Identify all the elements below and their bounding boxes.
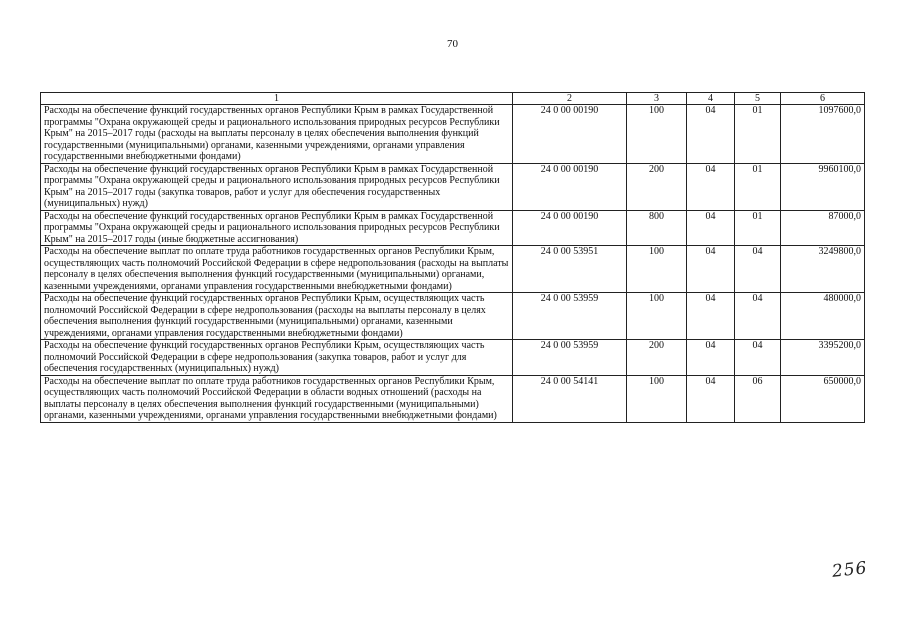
row-code: 24 0 00 53959 [513, 340, 627, 376]
row-expense-type: 200 [627, 163, 687, 210]
table-row [41, 210, 865, 246]
row-code: 24 0 00 53951 [513, 246, 627, 293]
page-number: 70 [447, 38, 458, 50]
row-section: 04 [687, 340, 735, 376]
row-amount: 9960100,0 [781, 163, 865, 210]
row-section: 04 [687, 246, 735, 293]
row-expense-type: 100 [627, 375, 687, 422]
row-code: 24 0 00 00190 [513, 163, 627, 210]
column-header-5: 5 [735, 93, 781, 105]
row-amount: 480000,0 [781, 293, 865, 340]
column-header-2: 2 [513, 93, 627, 105]
row-code: 24 0 00 54141 [513, 375, 627, 422]
row-description: Расходы на обеспечение функций государственных органов Республики Крым, осуществляющих часть полномочий Российской Федерации в сфере недропользования (закупка товаров, работ и услуг для обеспечения государственных (муниципальных) нужд) [41, 340, 513, 376]
row-description: Расходы на обеспечение выплат по оплате труда работников государственных органов Республики Крым, осуществляющих часть полномочий Российской Федерации в сфере недропользования (расходы на выплаты персоналу в целях обеспечения выполнения функций государственными (муниципальными) органами, казенными учреждениями, органами управления государственными внебюджетными фондами) [41, 246, 513, 293]
row-section: 04 [687, 293, 735, 340]
column-header-6: 6 [781, 93, 865, 105]
row-amount: 3395200,0 [781, 340, 865, 376]
row-subsection: 06 [735, 375, 781, 422]
budget-table [40, 92, 865, 423]
table-row [41, 293, 865, 340]
row-amount: 650000,0 [781, 375, 865, 422]
table-row [41, 375, 865, 422]
row-amount: 87000,0 [781, 210, 865, 246]
row-amount: 3249800,0 [781, 246, 865, 293]
row-description: Расходы на обеспечение функций государственных органов Республики Крым в рамках Государственной программы "Охрана окружающей среды и рационального использования природных ресурсов Республики Крым" на 2015–2017 годы (закупка товаров, работ и услуг для обеспечения государственных (муниципальных) нужд) [41, 163, 513, 210]
row-description: Расходы на обеспечение выплат по оплате труда работников государственных органов Республики Крым, осуществляющих часть полномочий Российской Федерации в области водных отношений (расходы на выплаты персоналу в целях обеспечения выполнения функций государственными (муниципальными) органами, казенными учреждениями, органами управления государственными внебюджетными фондами) [41, 375, 513, 422]
column-header-3: 3 [627, 93, 687, 105]
row-code: 24 0 00 00190 [513, 105, 627, 164]
row-section: 04 [687, 210, 735, 246]
table-row [41, 340, 865, 376]
row-expense-type: 100 [627, 105, 687, 164]
table-row [41, 105, 865, 164]
row-subsection: 01 [735, 105, 781, 164]
row-subsection: 04 [735, 293, 781, 340]
row-description: Расходы на обеспечение функций государственных органов Республики Крым в рамках Государственной программы "Охрана окружающей среды и рационального использования природных ресурсов Республики Крым" на 2015–2017 годы (расходы на выплаты персоналу в целях обеспечения выполнения функций государственными (муниципальными) органами, казенными учреждениями, органами управления государственными внебюджетными фондами) [41, 105, 513, 164]
row-code: 24 0 00 53959 [513, 293, 627, 340]
row-amount: 1097600,0 [781, 105, 865, 164]
row-expense-type: 100 [627, 246, 687, 293]
row-description: Расходы на обеспечение функций государственных органов Республики Крым, осуществляющих часть полномочий Российской Федерации в сфере недропользования (расходы на выплаты персоналу в целях обеспечения выполнения функций государственными (муниципальными) органами, казенными учреждениями, органами управления государственными внебюджетными фондами) [41, 293, 513, 340]
column-header-4: 4 [687, 93, 735, 105]
row-subsection: 01 [735, 163, 781, 210]
row-expense-type: 800 [627, 210, 687, 246]
row-section: 04 [687, 163, 735, 210]
row-description: Расходы на обеспечение функций государственных органов Республики Крым в рамках Государственной программы "Охрана окружающей среды и рационального использования природных ресурсов Республики Крым" на 2015–2017 годы (иные бюджетные ассигнования) [41, 210, 513, 246]
row-subsection: 04 [735, 340, 781, 376]
row-expense-type: 200 [627, 340, 687, 376]
row-expense-type: 100 [627, 293, 687, 340]
column-header-1: 1 [41, 93, 513, 105]
table-row [41, 246, 865, 293]
row-subsection: 01 [735, 210, 781, 246]
row-section: 04 [687, 375, 735, 422]
row-code: 24 0 00 00190 [513, 210, 627, 246]
handwritten-page-mark: 256 [831, 558, 869, 582]
table-row [41, 163, 865, 210]
row-section: 04 [687, 105, 735, 164]
row-subsection: 04 [735, 246, 781, 293]
table-header-row [41, 93, 865, 105]
